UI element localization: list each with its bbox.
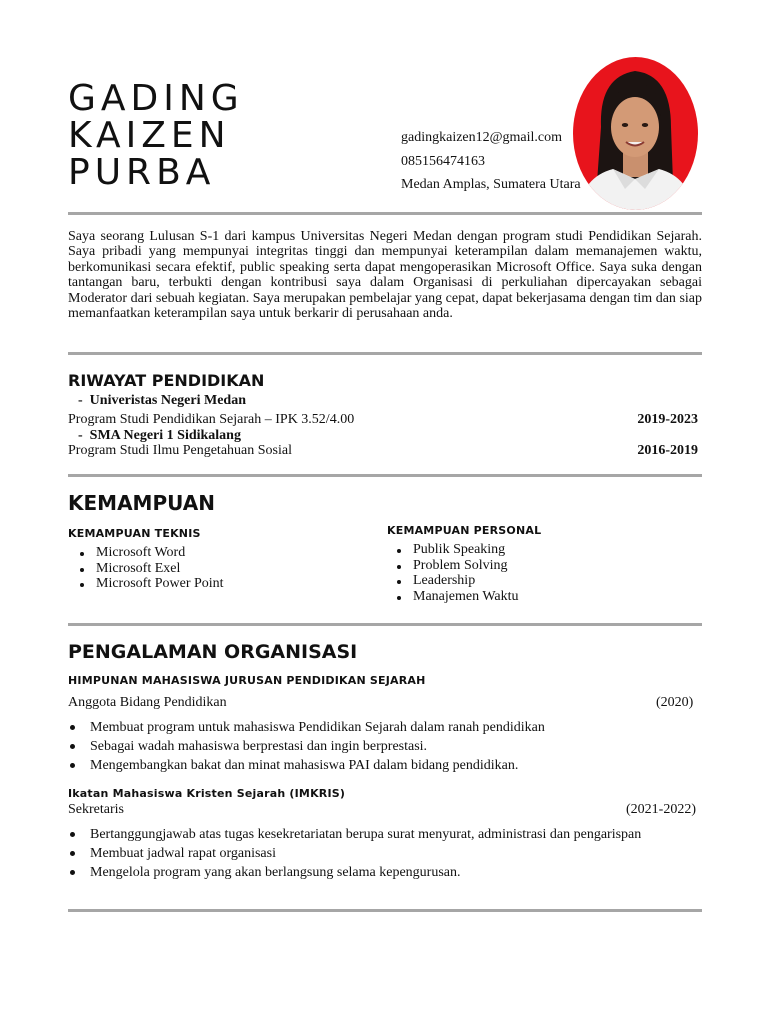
org-name-1: HIMPUNAN MAHASISWA JURUSAN PENDIDIKAN SEJARAH xyxy=(68,674,426,687)
org-role-1: Anggota Bidang Pendidikan xyxy=(68,695,227,710)
list-item: Problem Solving xyxy=(385,558,519,574)
divider-skills xyxy=(68,623,702,626)
full-name xyxy=(68,80,244,191)
technical-skills-list xyxy=(68,545,224,592)
divider-education xyxy=(68,474,702,477)
education-years-1: 2019-2023 xyxy=(637,412,698,427)
name-line-2: KAIZEN xyxy=(68,115,231,156)
org-period-2: (2021-2022) xyxy=(626,802,696,817)
education-program-1: Program Studi Pendidikan Sejarah – IPK 3.52/4.00 xyxy=(68,412,355,427)
org-role-2: Sekretaris xyxy=(68,802,124,817)
org-duties-2 xyxy=(68,825,641,882)
list-item: Mengelola program yang akan berlangsung selama kepengurusan. xyxy=(68,863,641,882)
personal-skills-list xyxy=(385,542,519,604)
contact-email: gadingkaizen12@gmail.com xyxy=(401,130,563,145)
contact-phone: 085156474163 xyxy=(401,153,485,169)
name-line-3: PURBA xyxy=(68,152,216,193)
contact-info xyxy=(401,126,581,197)
list-item: Sebagai wadah mahasiswa berprestasi dan ingin berprestasi. xyxy=(68,737,545,756)
profile-summary: Saya seorang Lulusan S-1 dari kampus Universitas Negeri Medan dengan program studi Pendidikan Sejarah. Saya pribadi yang mempunyai integritas tinggi dan mempunyai keterampilan dalam memanajemen waktu, berkomunikasi secara efektif, public speaking serta dapat mengoperasikan Microsoft Office. Saya suka dengan tantangan baru, terbukti dengan kontribusi saya dalam Organisasi di perkuliahan dipercayakan sebagai Moderator dari sebuah kegiatan. Saya merupakan pembelajar yang cepat, dapat bekerjasama dengan tim dan siap memanfaatkan keterampilan saya untuk berkarir di perusahaan anda. xyxy=(68,229,702,322)
school-name-2: SMA Negeri 1 Sidikalang xyxy=(89,428,241,443)
education-school-2: - SMA Negeri 1 Sidikalang xyxy=(78,428,241,443)
name-line-1: GADING xyxy=(68,78,244,119)
divider-header xyxy=(68,212,702,215)
list-item: Microsoft Word xyxy=(68,545,224,561)
experience-heading: PENGALAMAN ORGANISASI xyxy=(68,641,358,663)
list-item: Microsoft Exel xyxy=(68,561,224,577)
list-item: Manajemen Waktu xyxy=(385,589,519,605)
list-item: Membuat program untuk mahasiswa Pendidikan Sejarah dalam ranah pendidikan xyxy=(68,718,545,737)
technical-skills-heading: KEMAMPUAN TEKNIS xyxy=(68,527,201,540)
org-name-2: Ikatan Mahasiswa Kristen Sejarah (IMKRIS) xyxy=(68,787,346,800)
skills-heading: KEMAMPUAN xyxy=(68,491,215,515)
list-item: Bertanggungjawab atas tugas kesekretariatan berupa surat menyurat, administrasi dan pengarispan xyxy=(68,825,641,844)
education-program-2: Program Studi Ilmu Pengetahuan Sosial xyxy=(68,443,292,458)
personal-skills-heading: KEMAMPUAN PERSONAL xyxy=(387,524,542,537)
list-item: Publik Speaking xyxy=(385,542,519,558)
list-item: Mengembangkan bakat dan minat mahasiswa PAI dalam bidang pendidikan. xyxy=(68,756,545,775)
org-duties-1 xyxy=(68,718,545,775)
divider-summary xyxy=(68,352,702,355)
list-item: Microsoft Power Point xyxy=(68,576,224,592)
education-heading: RIWAYAT PENDIDIKAN xyxy=(68,371,265,390)
education-school-1: - Univeristas Negeri Medan xyxy=(78,393,246,408)
divider-experience xyxy=(68,909,702,912)
org-period-1: (2020) xyxy=(656,695,694,710)
contact-address: Medan Amplas, Sumatera Utara xyxy=(401,177,581,192)
school-name-1: Univeristas Negeri Medan xyxy=(89,393,246,408)
education-years-2: 2016-2019 xyxy=(637,443,698,458)
profile-photo xyxy=(573,57,698,210)
list-item: Membuat jadwal rapat organisasi xyxy=(68,844,641,863)
list-item: Leadership xyxy=(385,573,519,589)
